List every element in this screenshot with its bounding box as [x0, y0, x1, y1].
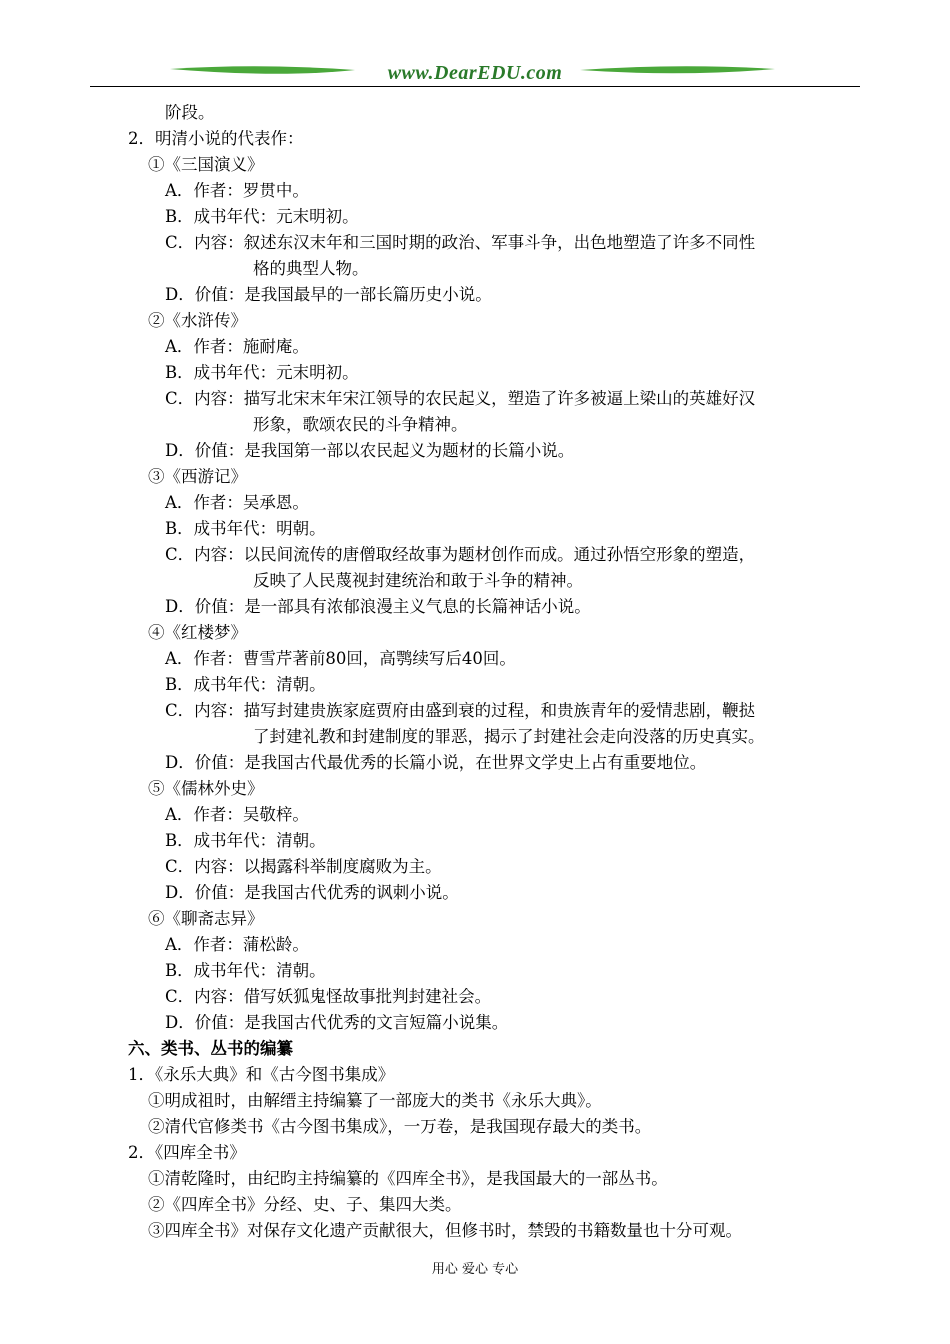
text-line: C．内容：以揭露科举制度腐败为主。 [165, 857, 442, 876]
text-line: 反映了人民蔑视封建统治和敢于斗争的精神。 [253, 571, 583, 590]
text-line: 2．明清小说的代表作： [128, 129, 304, 148]
text-line: C．内容：以民间流传的唐僧取经故事为题材创作而成。通过孙悟空形象的塑造， [165, 545, 756, 564]
text-line: C．内容：描写北宋末年宋江领导的农民起义，塑造了许多被逼上梁山的英雄好汉 [165, 389, 756, 408]
text-line: A．作者：蒲松龄。 [165, 935, 309, 954]
text-line: A．作者：施耐庵。 [165, 337, 309, 356]
text-line: A．作者：罗贯中。 [165, 181, 309, 200]
text-line: C．内容：描写封建贵族家庭贾府由盛到衰的过程，和贵族青年的爱情悲剧，鞭挞 [165, 701, 756, 720]
text-line: ⑤《儒林外史》 [148, 779, 264, 798]
text-line: 形象，歌颂农民的斗争精神。 [253, 415, 468, 434]
text-line: 1．《永乐大典》和《古今图书集成》 [128, 1065, 395, 1084]
text-line: D．价值：是我国最早的一部长篇历史小说。 [165, 285, 492, 304]
text-line: B．成书年代：清朝。 [165, 961, 326, 980]
text-line: 阶段。 [165, 103, 215, 122]
text-line: D．价值：是我国古代最优秀的长篇小说，在世界文学史上占有重要地位。 [165, 753, 707, 772]
text-line: C．内容：借写妖狐鬼怪故事批判封建社会。 [165, 987, 492, 1006]
text-line: ①清乾隆时，由纪昀主持编纂的《四库全书》，是我国最大的一部丛书。 [148, 1169, 668, 1188]
text-line: B．成书年代：清朝。 [165, 675, 326, 694]
text-line: B．成书年代：元末明初。 [165, 207, 359, 226]
text-line: ②《水浒传》 [148, 311, 247, 330]
text-line: 格的典型人物。 [253, 259, 369, 278]
text-line: ②清代官修类书《古今图书集成》，一万卷，是我国现存最大的类书。 [148, 1117, 652, 1136]
text-line: D．价值：是我国古代优秀的文言短篇小说集。 [165, 1013, 509, 1032]
text-line: ①《三国演义》 [148, 155, 264, 174]
text-line: ③《西游记》 [148, 467, 247, 486]
text-line: B．成书年代：元末明初。 [165, 363, 359, 382]
text-line: A．作者：吴敬梓。 [165, 805, 309, 824]
page-footer: 用心 爱心 专心 [431, 1262, 519, 1277]
text-line: A．作者：曹雪芹著前80回，高鹗续写后40回。 [165, 649, 516, 668]
text-line: A．作者：吴承恩。 [165, 493, 309, 512]
text-line: D．价值：是我国第一部以农民起义为题材的长篇小说。 [165, 441, 575, 460]
text-line: ⑥《聊斋志异》 [148, 909, 264, 928]
site-logo[interactable]: www.DearEDU.com [387, 62, 563, 84]
text-line: ①明成祖时，由解缙主持编纂了一部庞大的类书《永乐大典》。 [148, 1091, 602, 1110]
text-line: ③四库全书》对保存文化遗产贡献很大，但修书时，禁毁的书籍数量也十分可观。 [148, 1221, 742, 1240]
text-line: 2．《四库全书》 [128, 1143, 246, 1162]
text-line: D．价值：是我国古代优秀的讽刺小说。 [165, 883, 459, 902]
header-rule [90, 86, 860, 87]
text-line: 了封建礼教和封建制度的罪恶，揭示了封建社会走向没落的历史真实。 [253, 727, 765, 746]
text-line: ④《红楼梦》 [148, 623, 247, 642]
text-line: B．成书年代：明朝。 [165, 519, 326, 538]
text-line: ②《四库全书》分经、史、子、集四大类。 [148, 1195, 462, 1214]
text-line: D．价值：是一部具有浓郁浪漫主义气息的长篇神话小说。 [165, 597, 591, 616]
text-line: B．成书年代：清朝。 [165, 831, 326, 850]
text-line: C．内容：叙述东汉末年和三国时期的政治、军事斗争，出色地塑造了许多不同性 [165, 233, 756, 252]
section-heading: 六、类书、丛书的编纂 [128, 1039, 293, 1058]
